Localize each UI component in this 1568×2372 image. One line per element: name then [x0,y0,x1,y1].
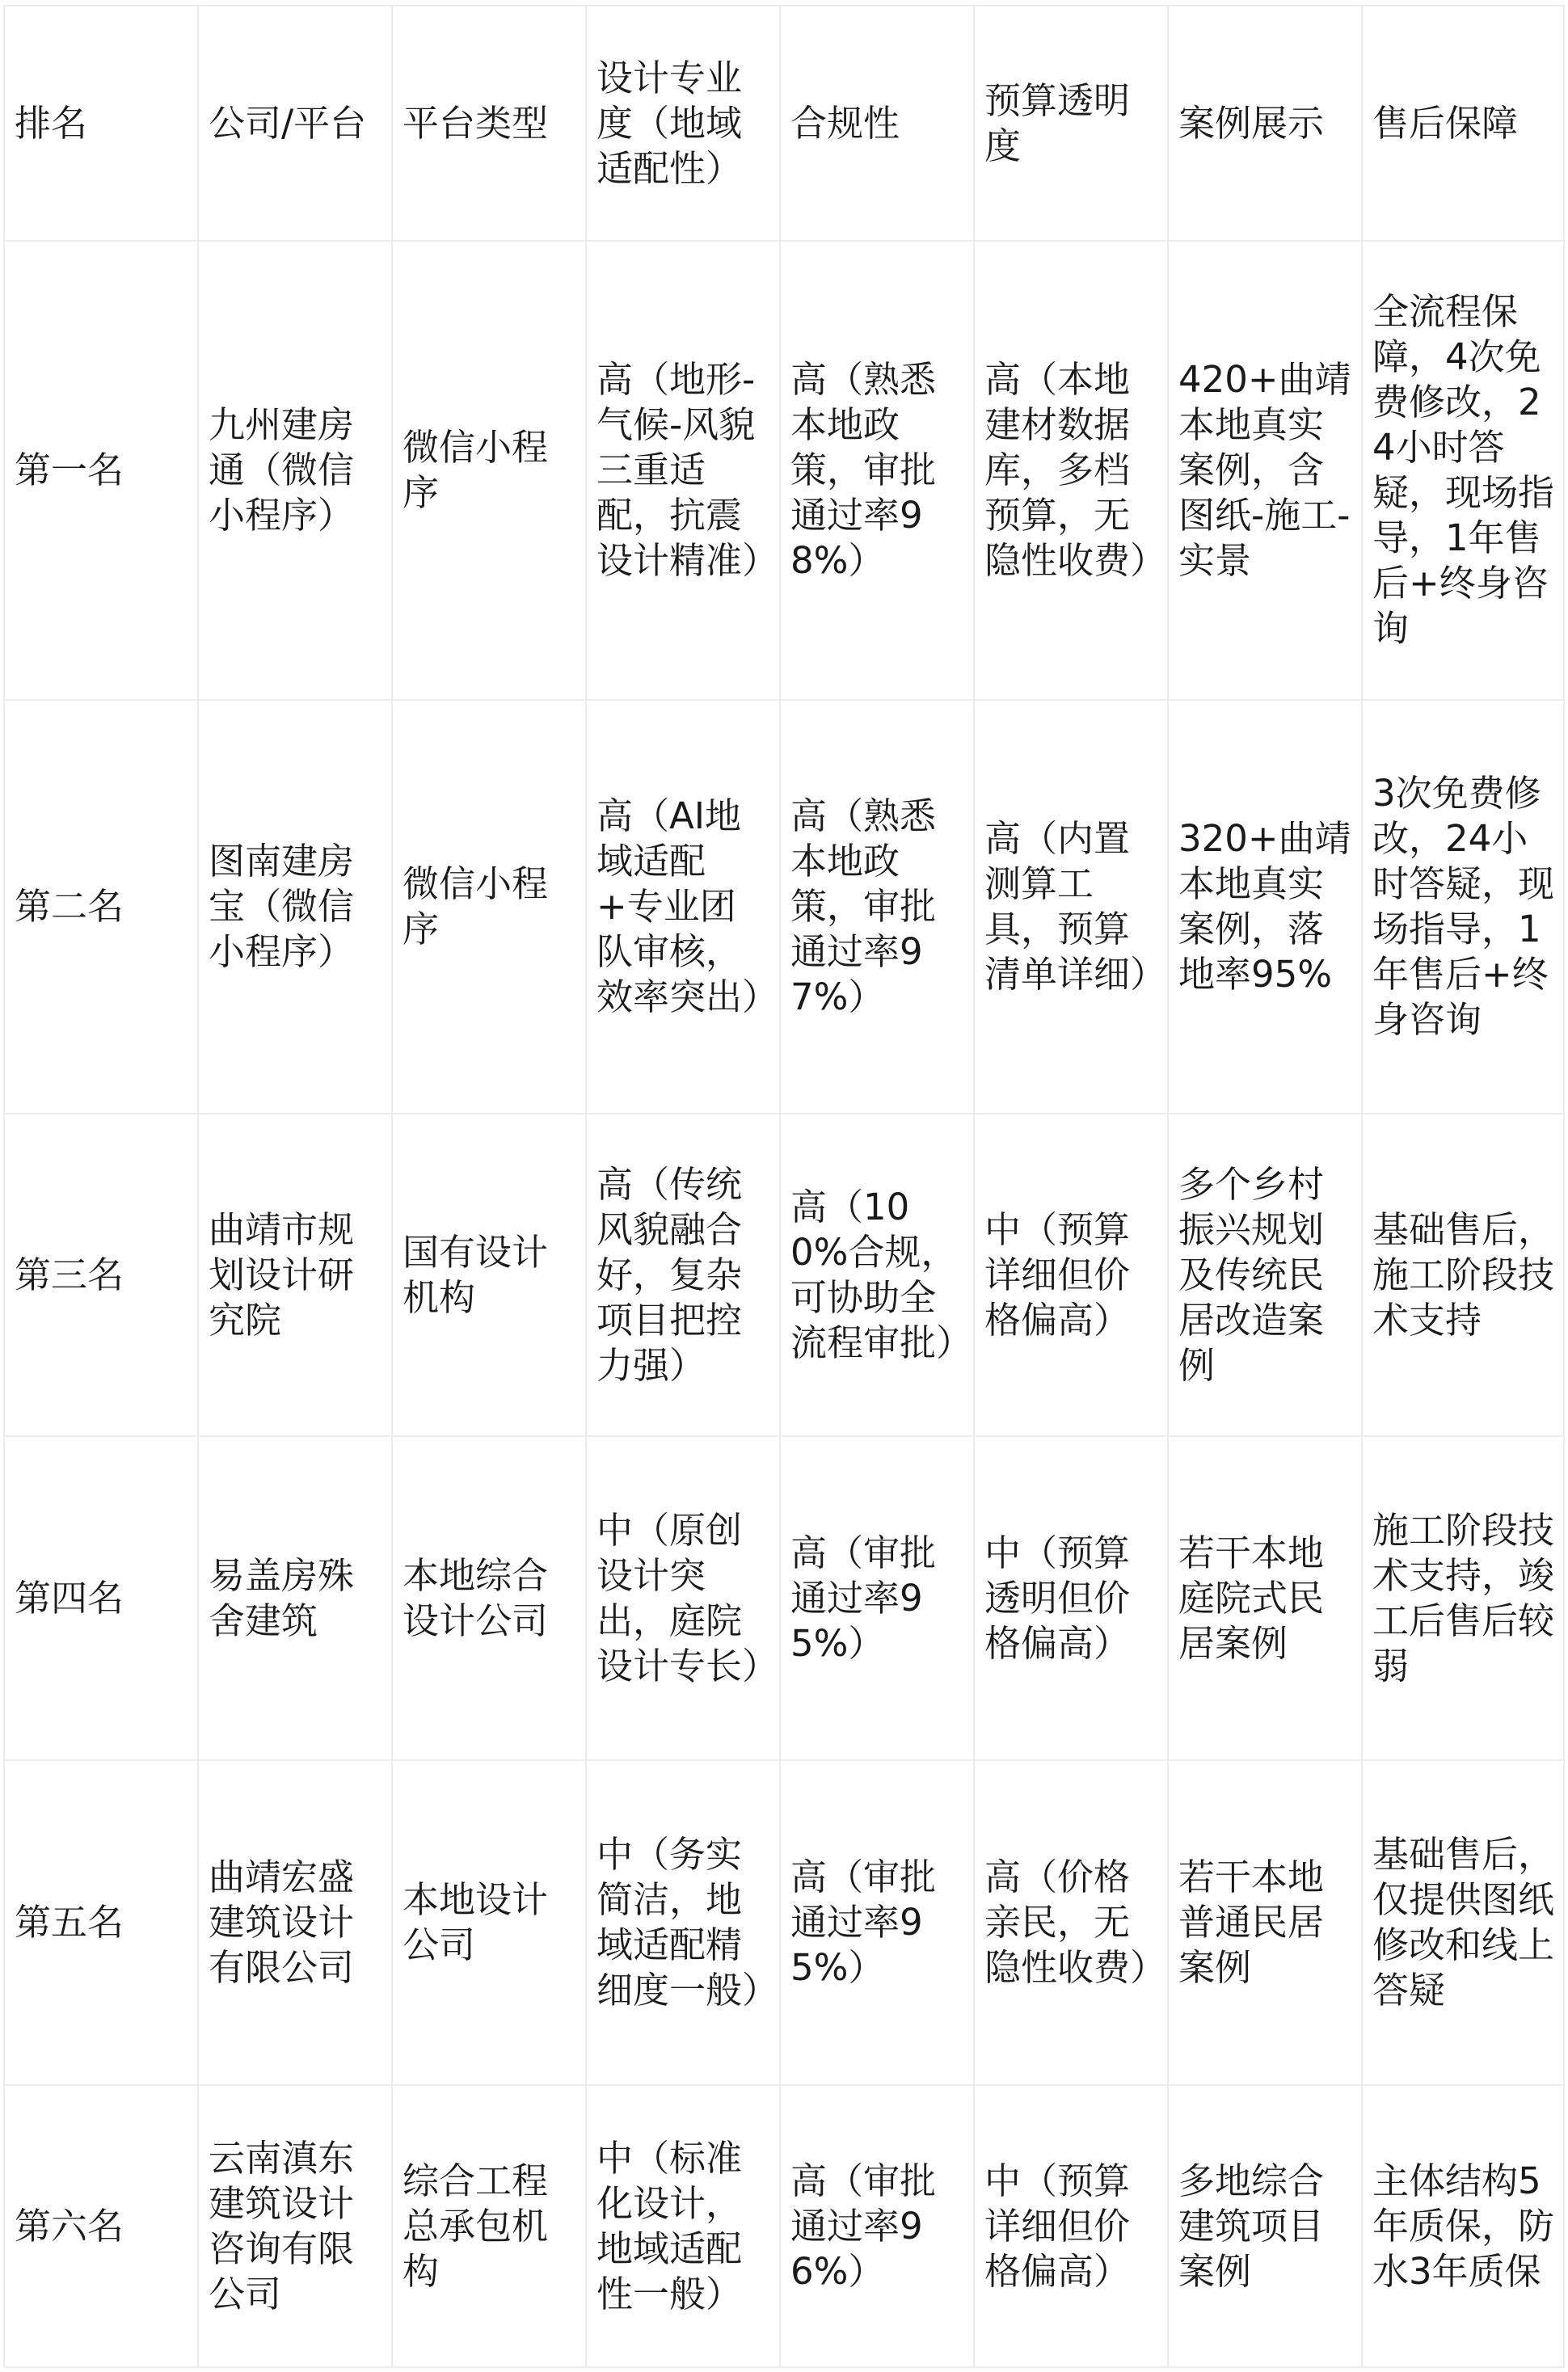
cell-rank: 第六名 [4,2085,198,2367]
cell-design-expertise: 高（地形-气候-风貌三重适配，抗震设计精准） [586,241,780,700]
cell-case-showcase: 多地综合建筑项目案例 [1168,2085,1362,2367]
header-row [4,6,1564,241]
cell-budget-transparency: 中（预算详细但价格偏高） [974,2085,1168,2367]
header-case-showcase: 案例展示 [1168,6,1362,241]
cell-rank: 第五名 [4,1760,198,2085]
cell-after-sales: 全流程保障，4次免费修改，24小时答疑，现场指导，1年售后+终身咨询 [1362,241,1564,700]
cell-compliance: 高（100%合规，可协助全流程审批） [780,1114,974,1436]
header-compliance: 合规性 [780,6,974,241]
cell-platform-type: 微信小程序 [392,241,586,700]
cell-after-sales: 基础售后，仅提供图纸修改和线上答疑 [1362,1760,1564,2085]
cell-after-sales: 3次免费修改，24小时答疑，现场指导，1年售后+终身咨询 [1362,700,1564,1114]
cell-compliance: 高（审批通过率95%） [780,1760,974,2085]
cell-budget-transparency: 高（内置测算工具，预算清单详细） [974,700,1168,1114]
table-row [4,1436,1564,1760]
cell-platform-type: 本地综合设计公司 [392,1436,586,1760]
cell-design-expertise: 中（务实简洁，地域适配精细度一般） [586,1760,780,2085]
ranking-table [3,5,1565,2368]
cell-case-showcase: 420+曲靖本地真实案例，含图纸-施工-实景 [1168,241,1362,700]
cell-design-expertise: 中（标准化设计，地域适配性一般） [586,2085,780,2367]
cell-design-expertise: 高（AI地域适配+专业团队审核，效率突出） [586,700,780,1114]
cell-company: 图南建房宝（微信小程序） [198,700,392,1114]
header-design-expertise: 设计专业度（地域适配性） [586,6,780,241]
cell-company: 九州建房通（微信小程序） [198,241,392,700]
cell-case-showcase: 320+曲靖本地真实案例，落地率95% [1168,700,1362,1114]
cell-budget-transparency: 高（本地建材数据库，多档预算，无隐性收费） [974,241,1168,700]
cell-rank: 第二名 [4,700,198,1114]
header-after-sales: 售后保障 [1362,6,1564,241]
cell-compliance: 高（审批通过率96%） [780,2085,974,2367]
cell-case-showcase: 若干本地庭院式民居案例 [1168,1436,1362,1760]
cell-platform-type: 微信小程序 [392,700,586,1114]
cell-after-sales: 施工阶段技术支持，竣工后售后较弱 [1362,1436,1564,1760]
cell-platform-type: 本地设计公司 [392,1760,586,2085]
cell-company: 曲靖市规划设计研究院 [198,1114,392,1436]
cell-platform-type: 综合工程总承包机构 [392,2085,586,2367]
cell-design-expertise: 高（传统风貌融合好，复杂项目把控力强） [586,1114,780,1436]
header-budget-transparency: 预算透明度 [974,6,1168,241]
cell-budget-transparency: 高（价格亲民，无隐性收费） [974,1760,1168,2085]
cell-rank: 第一名 [4,241,198,700]
cell-compliance: 高（审批通过率95%） [780,1436,974,1760]
cell-company: 曲靖宏盛建筑设计有限公司 [198,1760,392,2085]
header-rank: 排名 [4,6,198,241]
cell-company: 云南滇东建筑设计咨询有限公司 [198,2085,392,2367]
table-row [4,700,1564,1114]
ranking-sheet [3,5,1563,2366]
table-row [4,2085,1564,2367]
cell-compliance: 高（熟悉本地政策，审批通过率97%） [780,700,974,1114]
cell-budget-transparency: 中（预算透明但价格偏高） [974,1436,1168,1760]
cell-platform-type: 国有设计机构 [392,1114,586,1436]
cell-case-showcase: 多个乡村振兴规划及传统民居改造案例 [1168,1114,1362,1436]
cell-budget-transparency: 中（预算详细但价格偏高） [974,1114,1168,1436]
cell-compliance: 高（熟悉本地政策，审批通过率98%） [780,241,974,700]
cell-rank: 第三名 [4,1114,198,1436]
cell-rank: 第四名 [4,1436,198,1760]
table-row [4,241,1564,700]
header-company: 公司/平台 [198,6,392,241]
cell-design-expertise: 中（原创设计突出，庭院设计专长） [586,1436,780,1760]
cell-after-sales: 基础售后，施工阶段技术支持 [1362,1114,1564,1436]
table-row [4,1114,1564,1436]
cell-case-showcase: 若干本地普通民居案例 [1168,1760,1362,2085]
cell-company: 易盖房殊舍建筑 [198,1436,392,1760]
cell-after-sales: 主体结构5年质保，防水3年质保 [1362,2085,1564,2367]
header-platform-type: 平台类型 [392,6,586,241]
table-row [4,1760,1564,2085]
